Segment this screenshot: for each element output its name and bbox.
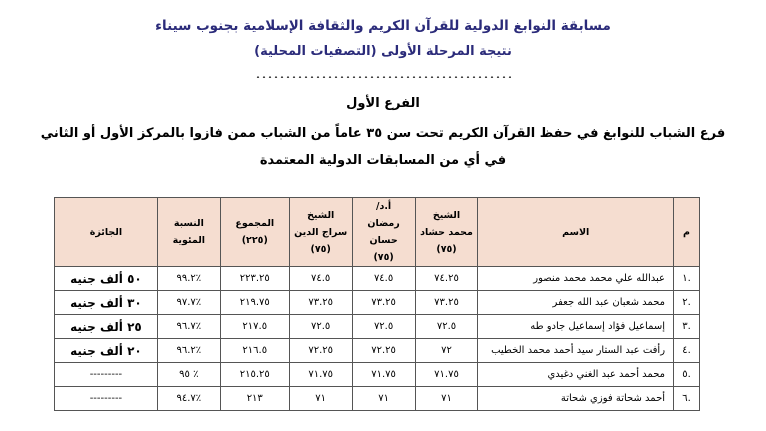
total-score: ٢١٥.٢٥	[220, 363, 289, 387]
prize: ٣٠ ألف جنيه	[55, 291, 158, 315]
row-number: .٦	[674, 387, 700, 411]
participant-name: محمد أحمد عبد الغني دغيدي	[478, 363, 674, 387]
column-header	[289, 198, 352, 267]
branch-heading: الفرع الأول	[346, 96, 420, 111]
score-hashad: ٧٣.٢٥	[415, 291, 478, 315]
score-hashad: ٧١.٧٥	[415, 363, 478, 387]
table-body	[55, 267, 700, 411]
prize: ---------	[55, 363, 158, 387]
results-table	[54, 197, 700, 411]
percentage: ٪ ٩٥	[157, 363, 220, 387]
branch-description: فرع الشباب للنوابغ في حفظ القرآن الكريم تحت سن ٣٥ عاماً من الشباب ممن فازوا بالمركز الأول أو الثاني في أي من المسابقات الدولية المعتمدة	[40, 126, 726, 168]
column-header-line: رمضان حسان	[367, 218, 400, 246]
percentage: ٪٩٩.٢	[157, 267, 220, 291]
column-header	[415, 198, 478, 267]
column-header	[352, 198, 415, 267]
table-row	[55, 363, 700, 387]
score-hassan: ٧٣.٢٥	[352, 291, 415, 315]
column-header	[55, 198, 158, 267]
score-serag: ٧٢.٥	[289, 315, 352, 339]
percentage: ٪٩٦.٧	[157, 315, 220, 339]
column-header-line: (٧٥)	[373, 252, 394, 263]
score-serag: ٧٢.٢٥	[289, 339, 352, 363]
row-number: .١	[674, 267, 700, 291]
total-score: ٢٢٣.٢٥	[220, 267, 289, 291]
column-header-line: أ.د/	[375, 201, 392, 212]
score-hashad: ٧٤.٢٥	[415, 267, 478, 291]
column-header	[220, 198, 289, 267]
score-hassan: ٧١	[352, 387, 415, 411]
total-score: ٢١٩.٧٥	[220, 291, 289, 315]
total-score: ٢١٣	[220, 387, 289, 411]
participant-name: عبدالله علي محمد محمد منصور	[478, 267, 674, 291]
column-header-line: الاسم	[562, 226, 590, 238]
row-number: .٥	[674, 363, 700, 387]
score-serag: ٧٤.٥	[289, 267, 352, 291]
dotted-separator	[255, 76, 511, 78]
score-serag: ٧١.٧٥	[289, 363, 352, 387]
column-header-line: الجائزة	[89, 226, 123, 238]
column-header	[478, 198, 674, 267]
row-number: .٤	[674, 339, 700, 363]
table-header-row	[55, 198, 700, 267]
total-score: ٢١٦.٥	[220, 339, 289, 363]
percentage: ٪٩٧.٧	[157, 291, 220, 315]
column-header-line: (٧٥)	[310, 243, 331, 255]
column-header-line: م	[683, 226, 690, 238]
column-header-line: (٧٥)	[436, 243, 457, 255]
prize: ٢٥ ألف جنيه	[55, 315, 158, 339]
table-row	[55, 267, 700, 291]
score-hassan: ٧١.٧٥	[352, 363, 415, 387]
prize: ٥٠ ألف جنيه	[55, 267, 158, 291]
score-serag: ٧٣.٢٥	[289, 291, 352, 315]
table-row	[55, 339, 700, 363]
participant-name: رأفت عبد الستار سيد أحمد محمد الخطيب	[478, 339, 674, 363]
table-row	[55, 315, 700, 339]
row-number: .٢	[674, 291, 700, 315]
column-header-line: سراج الدين	[294, 226, 348, 238]
column-header-line: المئوية	[172, 235, 206, 246]
column-header-line: النسبة	[173, 218, 204, 229]
participant-name: محمد شعبان عبد الله جعفر	[478, 291, 674, 315]
row-number: .٣	[674, 315, 700, 339]
column-header-line: الشيخ	[432, 209, 461, 221]
participant-name: إسماعيل فؤاد إسماعيل جادو طه	[478, 315, 674, 339]
column-header	[157, 198, 220, 267]
score-hassan: ٧٢.٥	[352, 315, 415, 339]
column-header-line: الشيخ	[307, 209, 335, 221]
column-header-line: (٢٢٥)	[241, 235, 268, 246]
table-row	[55, 291, 700, 315]
table-row	[55, 387, 700, 411]
column-header	[674, 198, 700, 267]
participant-name: أحمد شحاتة فوزي شحاتة	[478, 387, 674, 411]
column-header-line: محمد حشاد	[420, 226, 473, 238]
total-score: ٢١٧.٥	[220, 315, 289, 339]
score-hashad: ٧٢.٥	[415, 315, 478, 339]
score-hassan: ٧٢.٢٥	[352, 339, 415, 363]
score-hashad: ٧١	[415, 387, 478, 411]
stage-subtitle: نتيجة المرحلة الأولى (التصفيات المحلية)	[254, 44, 512, 59]
column-header-line: المجموع	[235, 218, 275, 229]
score-hashad: ٧٢	[415, 339, 478, 363]
prize: ---------	[55, 387, 158, 411]
score-serag: ٧١	[289, 387, 352, 411]
percentage: ٪٩٦.٢	[157, 339, 220, 363]
competition-title: مسابقة النوابغ الدولية للقرآن الكريم والثقافة الإسلامية بجنوب سيناء	[155, 18, 611, 34]
percentage: ٪٩٤.٧	[157, 387, 220, 411]
prize: ٢٠ ألف جنيه	[55, 339, 158, 363]
score-hassan: ٧٤.٥	[352, 267, 415, 291]
